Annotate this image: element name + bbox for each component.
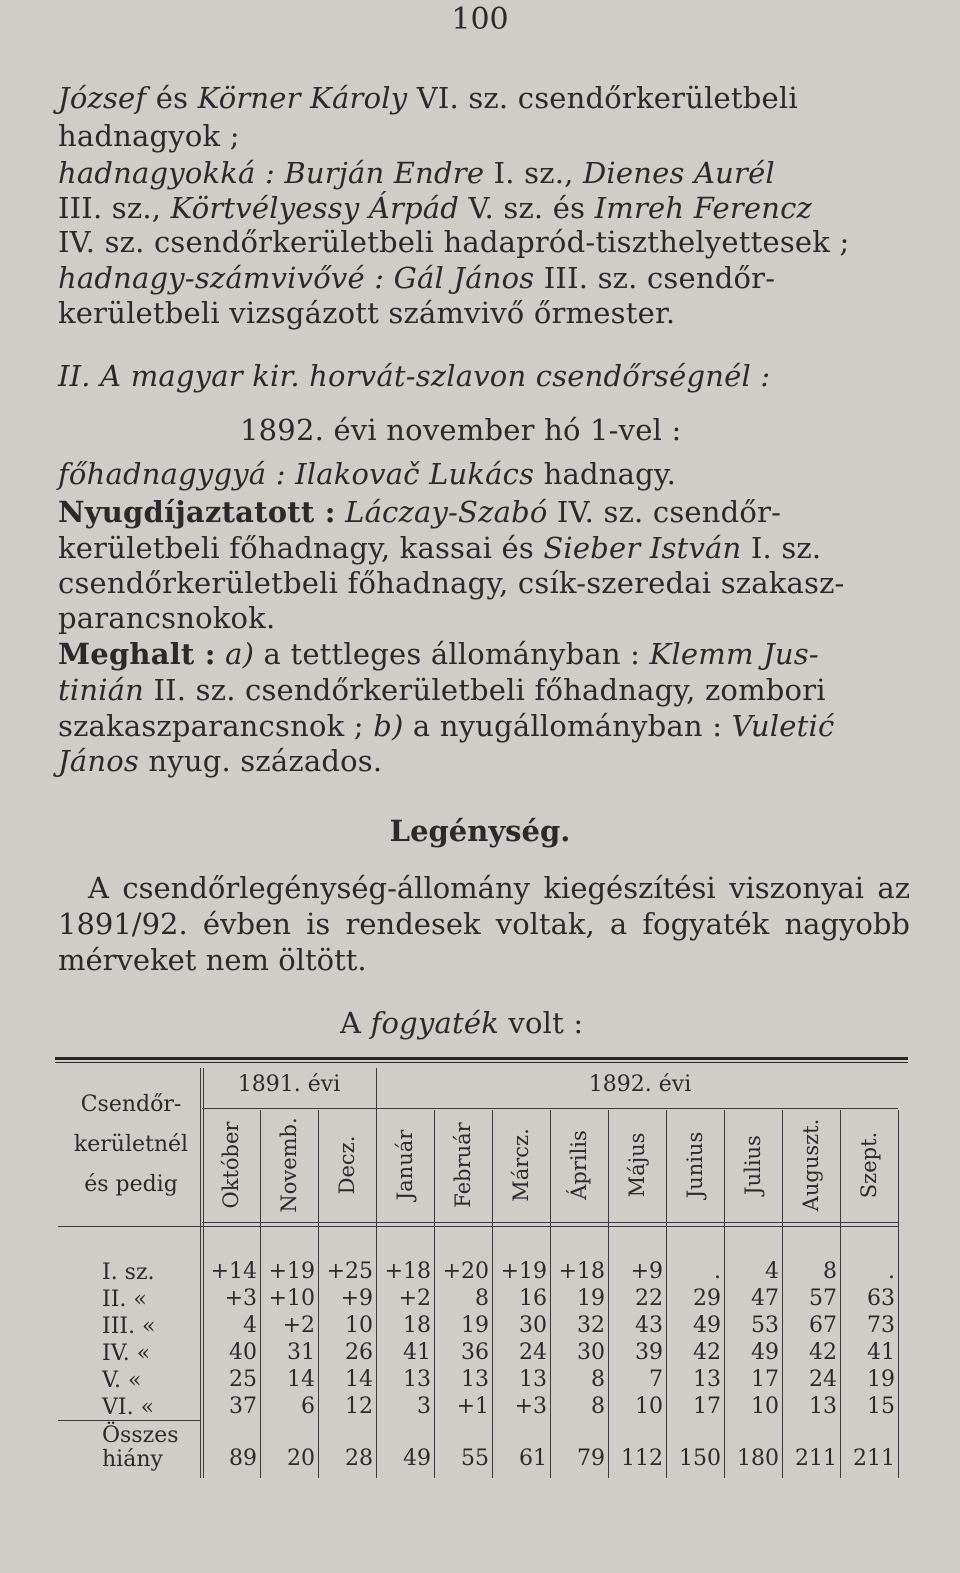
month-header xyxy=(376,1110,434,1220)
table-cell: 30 xyxy=(577,1340,605,1365)
table-cell: 32 xyxy=(577,1313,605,1338)
table-cell: +18 xyxy=(558,1259,605,1284)
table-cell: +20 xyxy=(442,1259,489,1284)
month-header xyxy=(840,1110,898,1220)
total-cell: 89 xyxy=(229,1446,257,1471)
retired-line-2: kerületbeli főhadnagy, kassai és Sieber István I. sz. xyxy=(58,531,822,565)
table-cell: 13 xyxy=(461,1367,489,1392)
total-cell: 180 xyxy=(737,1446,779,1471)
died-line-1: Meghalt : a) a tettleges állományban : Klemm Jus- xyxy=(58,637,819,671)
month-header xyxy=(550,1110,608,1220)
table-cell: 8 xyxy=(591,1394,605,1419)
month-label: Május xyxy=(625,1132,649,1198)
total-cell: 28 xyxy=(345,1446,373,1471)
table-cell: 14 xyxy=(287,1367,315,1392)
table-cell: +25 xyxy=(326,1259,373,1284)
table-cell: . xyxy=(714,1259,721,1284)
table-cell: 13 xyxy=(809,1394,837,1419)
total-cell: 112 xyxy=(621,1446,663,1471)
table-cell: 6 xyxy=(301,1394,315,1419)
died-line-4: János nyug. százados. xyxy=(58,744,383,778)
table-cell: 10 xyxy=(751,1394,779,1419)
table-cell: 49 xyxy=(693,1313,721,1338)
line-7: kerületbeli vizsgázott számvivő őrmester. xyxy=(58,296,676,330)
table-cell: 19 xyxy=(867,1367,895,1392)
table-cell: +9 xyxy=(340,1286,373,1311)
table-cell: 3 xyxy=(417,1394,431,1419)
table-cell: 42 xyxy=(809,1340,837,1365)
retired-line-1: Nyugdíjaztatott : Láczay-Szabó IV. sz. csendőr- xyxy=(58,495,782,529)
table-row-rule xyxy=(58,1420,200,1421)
died-line-3: szakaszparancsnok ; b) a nyugállományban : Vuletić xyxy=(58,709,835,743)
table-cell: 13 xyxy=(403,1367,431,1392)
total-cell: 79 xyxy=(577,1446,605,1471)
table-cell: 10 xyxy=(345,1313,373,1338)
table-cell: 19 xyxy=(461,1313,489,1338)
table-cell: 14 xyxy=(345,1367,373,1392)
table-cell: +18 xyxy=(384,1259,431,1284)
month-label: Julius xyxy=(741,1135,765,1195)
table-cell: 17 xyxy=(693,1394,721,1419)
first-column-header: Csendőr- kerületnél és pedig xyxy=(73,1092,189,1197)
row-label: II. « xyxy=(102,1287,147,1312)
table-cell: 42 xyxy=(693,1340,721,1365)
month-header xyxy=(666,1110,724,1220)
month-header xyxy=(492,1110,550,1220)
table-cell: 29 xyxy=(693,1286,721,1311)
table-cell: 47 xyxy=(751,1286,779,1311)
total-cell: 61 xyxy=(519,1446,547,1471)
table-cell: 4 xyxy=(765,1259,779,1284)
died-line-2: tinián II. sz. csendőrkerületbeli főhadnagy, zombori xyxy=(58,673,826,707)
month-label: Decz. xyxy=(335,1135,359,1195)
table-cell: 10 xyxy=(635,1394,663,1419)
table-cell: 12 xyxy=(345,1394,373,1419)
table-cell: 15 xyxy=(867,1394,895,1419)
row-label: IV. « xyxy=(102,1341,151,1366)
table-cell: 53 xyxy=(751,1313,779,1338)
table-cell: 63 xyxy=(867,1286,895,1311)
table-row-rule xyxy=(202,1108,898,1109)
table-cell: 17 xyxy=(751,1367,779,1392)
line-5: IV. sz. csendőrkerületbeli hadapród-tiszthelyettesek ; xyxy=(58,225,850,259)
section-heading: Legénység. xyxy=(389,814,571,848)
month-header xyxy=(608,1110,666,1220)
table-cell: . xyxy=(888,1259,895,1284)
table-cell: 40 xyxy=(229,1340,257,1365)
year-1892-header: 1892. évi xyxy=(588,1072,692,1097)
table-cell: +2 xyxy=(398,1286,431,1311)
table-cell: 8 xyxy=(591,1367,605,1392)
month-label: Márcz. xyxy=(509,1128,533,1202)
line-6: hadnagy-számvivővé : Gál János III. sz. csendőr- xyxy=(58,261,776,295)
table-cell: 49 xyxy=(751,1340,779,1365)
table-cell: 30 xyxy=(519,1313,547,1338)
table-cell: 16 xyxy=(519,1286,547,1311)
table-top-rule-thin xyxy=(55,1062,908,1063)
month-header xyxy=(434,1110,492,1220)
table-cell: 24 xyxy=(809,1367,837,1392)
retired-line-3: csendőrkerületbeli főhadnagy, csík-szeredai szakasz- xyxy=(58,566,845,600)
line-2: hadnagyok ; xyxy=(58,119,240,153)
table-cell: +1 xyxy=(456,1394,489,1419)
total-cell: 49 xyxy=(403,1446,431,1471)
table-cell: 4 xyxy=(243,1313,257,1338)
total-label-line: Összes xyxy=(102,1423,179,1448)
month-label: Április xyxy=(567,1130,591,1200)
paragraph: A csendőrlegénység-állomány kiegészítési viszonyai az 1891/92. évben is rendesek voltak, a fogyaték nagyobb mérveket nem öltött. xyxy=(58,871,910,977)
table-cell: 31 xyxy=(287,1340,315,1365)
table-cell: 8 xyxy=(475,1286,489,1311)
table-column-rule xyxy=(898,1110,899,1478)
month-header xyxy=(260,1110,318,1220)
table-cell: 36 xyxy=(461,1340,489,1365)
table-cell: 67 xyxy=(809,1313,837,1338)
line-4: III. sz., Körtvélyessy Árpád V. sz. és Imreh Ferencz xyxy=(58,191,813,225)
table-cell: 24 xyxy=(519,1340,547,1365)
table-cell: 41 xyxy=(403,1340,431,1365)
month-header xyxy=(202,1110,260,1220)
table-cell: 19 xyxy=(577,1286,605,1311)
total-cell: 211 xyxy=(853,1446,895,1471)
table-cell: 37 xyxy=(229,1394,257,1419)
row-label: I. sz. xyxy=(102,1260,155,1285)
promotion-line: főhadnagygyá : Ilakovač Lukács hadnagy. xyxy=(58,457,677,491)
date-line: 1892. évi november hó 1-vel : xyxy=(240,413,682,447)
table-cell: 41 xyxy=(867,1340,895,1365)
table-cell: 57 xyxy=(809,1286,837,1311)
table-cell: 8 xyxy=(823,1259,837,1284)
table-cell: +9 xyxy=(630,1259,663,1284)
table-cell: 26 xyxy=(345,1340,373,1365)
table-cell: 25 xyxy=(229,1367,257,1392)
table-row-rule xyxy=(58,1226,898,1227)
month-label: Február xyxy=(451,1122,475,1208)
month-label: Október xyxy=(219,1121,243,1209)
total-cell: 211 xyxy=(795,1446,837,1471)
table-cell: 7 xyxy=(649,1367,663,1392)
total-cell: 150 xyxy=(679,1446,721,1471)
table-cell: +2 xyxy=(282,1313,315,1338)
table-cell: +3 xyxy=(224,1286,257,1311)
month-label: Auguszt. xyxy=(799,1118,823,1212)
month-label: Január xyxy=(393,1129,417,1201)
month-label: Junius xyxy=(683,1131,707,1199)
month-header xyxy=(318,1110,376,1220)
table-cell: 13 xyxy=(693,1367,721,1392)
retired-line-4: parancsnokok. xyxy=(58,601,276,635)
table-row-rule xyxy=(202,1222,898,1223)
month-label: Novemb. xyxy=(277,1117,301,1213)
page-number: 100 xyxy=(451,2,509,37)
table-cell: 43 xyxy=(635,1313,663,1338)
total-cell: 20 xyxy=(287,1446,315,1471)
month-header xyxy=(782,1110,840,1220)
row-label: III. « xyxy=(102,1314,156,1339)
table-top-rule xyxy=(55,1057,908,1060)
table-cell: +19 xyxy=(268,1259,315,1284)
month-label: Szept. xyxy=(857,1131,881,1199)
month-header xyxy=(724,1110,782,1220)
line-1: József és Körner Károly VI. sz. csendőrkerületbeli xyxy=(58,81,798,115)
row-label: V. « xyxy=(102,1368,142,1393)
line-3: hadnagyokká : Burján Endre I. sz., Dienes Aurél xyxy=(58,156,775,190)
year-1891-header: 1891. évi xyxy=(237,1072,341,1097)
table-cell: +19 xyxy=(500,1259,547,1284)
table-cell: +10 xyxy=(268,1286,315,1311)
table-cell: 13 xyxy=(519,1367,547,1392)
row-label: VI. « xyxy=(102,1395,155,1420)
table-cell: 18 xyxy=(403,1313,431,1338)
total-cell: 55 xyxy=(461,1446,489,1471)
table-cell: +14 xyxy=(210,1259,257,1284)
total-label-line: hiány xyxy=(102,1447,163,1472)
table-cell: +3 xyxy=(514,1394,547,1419)
table-cell: 73 xyxy=(867,1313,895,1338)
table-title: A fogyaték volt : xyxy=(340,1006,584,1040)
table-cell: 22 xyxy=(635,1286,663,1311)
section-title: II. A magyar kir. horvát-szlavon csendőrségnél : xyxy=(58,359,771,393)
table-cell: 39 xyxy=(635,1340,663,1365)
